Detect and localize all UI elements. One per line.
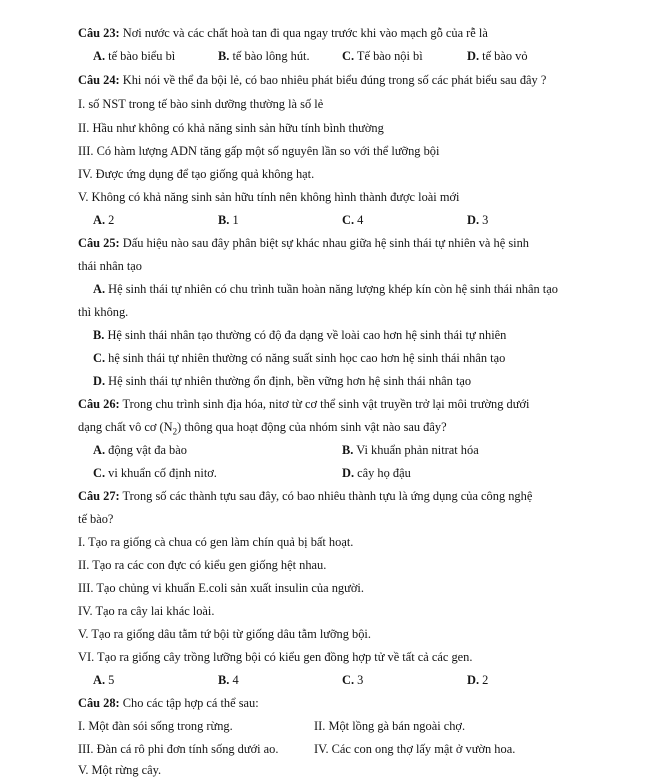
text-part: dạng chất vô cơ (N — [78, 420, 173, 434]
question-label: Câu 23: — [78, 26, 120, 40]
option-text: 4 — [354, 213, 364, 227]
option-letter: D. — [93, 374, 106, 388]
question-27-cont: tế bào? — [78, 512, 114, 526]
q25-option-b — [93, 327, 506, 343]
q28-item-4: IV. Các con ong thợ lấy mật ở vườn hoa. — [314, 742, 516, 756]
q24-statement-1: I. số NST trong tế bào sinh dưỡng thường là số lẻ — [78, 97, 324, 111]
q24-statement-5: V. Không có khả năng sinh sản hữu tính nên không hình thành được loài mới — [78, 190, 460, 204]
option-text: 2 — [105, 213, 115, 227]
q24-option-d — [467, 212, 488, 228]
option-text: 3 — [354, 673, 364, 687]
q25-option-c — [93, 350, 505, 366]
option-text: Vi khuẩn phản nitrat hóa — [353, 443, 479, 457]
question-label: Câu 27: — [78, 489, 120, 503]
option-text: Tế bào nội bì — [354, 49, 423, 63]
q24-option-b — [218, 212, 239, 228]
option-text: 4 — [229, 673, 239, 687]
option-text: Hệ sinh thái nhân tạo thường có độ đa dạng về loài cao hơn hệ sinh thái tự nhiên — [104, 328, 507, 342]
option-letter: A. — [93, 213, 106, 227]
question-text: Trong số các thành tựu sau đây, có bao nhiêu thành tựu là ứng dụng của công nghệ — [119, 489, 533, 503]
q24-option-c — [342, 212, 363, 228]
q25-option-d — [93, 373, 471, 389]
option-letter: A. — [93, 673, 106, 687]
q27-option-c — [342, 672, 363, 688]
option-letter: D. — [467, 213, 480, 227]
option-letter: D. — [342, 466, 355, 480]
option-letter: B. — [218, 673, 230, 687]
subscript: 2 — [172, 426, 178, 437]
option-text: động vật đa bào — [105, 443, 187, 457]
question-25 — [78, 235, 529, 251]
question-24 — [78, 72, 546, 88]
option-letter: D. — [467, 49, 480, 63]
question-label: Câu 24: — [78, 73, 120, 87]
option-letter: C. — [93, 351, 106, 365]
question-28 — [78, 695, 259, 711]
q25-option-a-cont: thì không. — [78, 305, 129, 319]
question-text: Cho các tập hợp cá thể sau: — [119, 696, 259, 710]
q28-item-2: II. Một lồng gà bán ngoài chợ. — [314, 719, 466, 733]
q26-option-a — [93, 442, 187, 458]
q23-option-b — [218, 48, 310, 64]
q28-item-3: III. Đàn cá rô phi đơn tính sống dưới ao. — [78, 742, 279, 756]
option-letter: B. — [342, 443, 354, 457]
option-letter: B. — [218, 213, 230, 227]
q26-option-b — [342, 442, 479, 458]
q26-option-d — [342, 465, 411, 481]
q25-option-a — [93, 281, 558, 297]
question-text: Dấu hiệu nào sau đây phân biệt sự khác nhau giữa hệ sinh thái tự nhiên và hệ sinh — [119, 236, 529, 250]
option-letter: C. — [93, 466, 106, 480]
option-letter: C. — [342, 673, 355, 687]
q27-statement-6: VI. Tạo ra giống cây trồng lưỡng bội có kiểu gen đồng hợp tử về tất cả các gen. — [78, 650, 473, 664]
option-text: 3 — [479, 213, 489, 227]
option-letter: A. — [93, 282, 106, 296]
option-text: vi khuẩn cố định nitơ. — [105, 466, 217, 480]
q27-statement-3: III. Tạo chủng vi khuẩn E.coli sản xuất insulin của người. — [78, 581, 364, 595]
option-text: 2 — [479, 673, 489, 687]
q27-statement-1: I. Tạo ra giống cà chua có gen làm chín quả bị bất hoạt. — [78, 535, 354, 549]
option-text: tế bào vỏ — [479, 49, 528, 63]
option-letter: B. — [218, 49, 230, 63]
question-26 — [78, 396, 529, 412]
question-text: Nơi nước và các chất hoà tan đi qua ngay trước khi vào mạch gỗ của rễ là — [119, 26, 488, 40]
option-text: cây họ đậu — [354, 466, 411, 480]
option-text: tế bào lông hút. — [229, 49, 310, 63]
q27-option-d — [467, 672, 488, 688]
q27-statement-5: V. Tạo ra giống dâu tằm tứ bội từ giống dâu tằm lưỡng bội. — [78, 627, 371, 641]
option-text: 5 — [105, 673, 115, 687]
q24-statement-3: III. Có hàm lượng ADN tăng gấp một số nguyên lần so với thể lưỡng bội — [78, 144, 440, 158]
question-label: Câu 26: — [78, 397, 120, 411]
q23-option-d — [467, 48, 528, 64]
option-text: Hệ sinh thái tự nhiên thường ổn định, bền vững hơn hệ sinh thái nhân tạo — [105, 374, 472, 388]
option-text: 1 — [229, 213, 239, 227]
option-letter: C. — [342, 49, 355, 63]
option-text: tế bào biểu bì — [105, 49, 176, 63]
q24-statement-2: II. Hầu như không có khả năng sinh sản hữu tính bình thường — [78, 121, 384, 135]
question-26-cont — [78, 419, 447, 439]
q26-option-c — [93, 465, 217, 481]
option-text: hệ sinh thái tự nhiên thường có năng suất sinh học cao hơn hệ sinh thái nhân tạo — [105, 351, 506, 365]
option-letter: D. — [467, 673, 480, 687]
question-23 — [78, 25, 488, 41]
question-27 — [78, 488, 532, 504]
question-label: Câu 25: — [78, 236, 120, 250]
option-letter: B. — [93, 328, 105, 342]
option-letter: A. — [93, 49, 106, 63]
q27-option-b — [218, 672, 239, 688]
text-part: ) thông qua hoạt động của nhóm sinh vật nào sau đây? — [177, 420, 447, 434]
q27-statement-4: IV. Tạo ra cây lai khác loài. — [78, 604, 215, 618]
q23-option-a — [93, 48, 175, 64]
question-text: Trong chu trình sinh địa hóa, nitơ từ cơ thể sinh vật truyền trở lại môi trường dưới — [119, 397, 530, 411]
question-25-cont: thái nhân tạo — [78, 259, 142, 273]
q27-option-a — [93, 672, 114, 688]
q28-item-1: I. Một đàn sói sống trong rừng. — [78, 719, 233, 733]
question-label: Câu 28: — [78, 696, 120, 710]
q23-option-c — [342, 48, 423, 64]
q27-statement-2: II. Tạo ra các con đực có kiểu gen giống hệt nhau. — [78, 558, 327, 572]
q24-statement-4: IV. Được ứng dụng để tạo giống quả không hạt. — [78, 167, 315, 181]
q24-option-a — [93, 212, 114, 228]
question-text: Khi nói về thể đa bội lẻ, có bao nhiêu phát biểu đúng trong số các phát biểu sau đây ? — [119, 73, 547, 87]
option-letter: A. — [93, 443, 106, 457]
option-text: Hệ sinh thái tự nhiên có chu trình tuần hoàn năng lượng khép kín còn hệ sinh thái nhân tạo — [105, 282, 558, 296]
q28-item-5: V. Một rừng cây. — [78, 763, 162, 777]
option-letter: C. — [342, 213, 355, 227]
